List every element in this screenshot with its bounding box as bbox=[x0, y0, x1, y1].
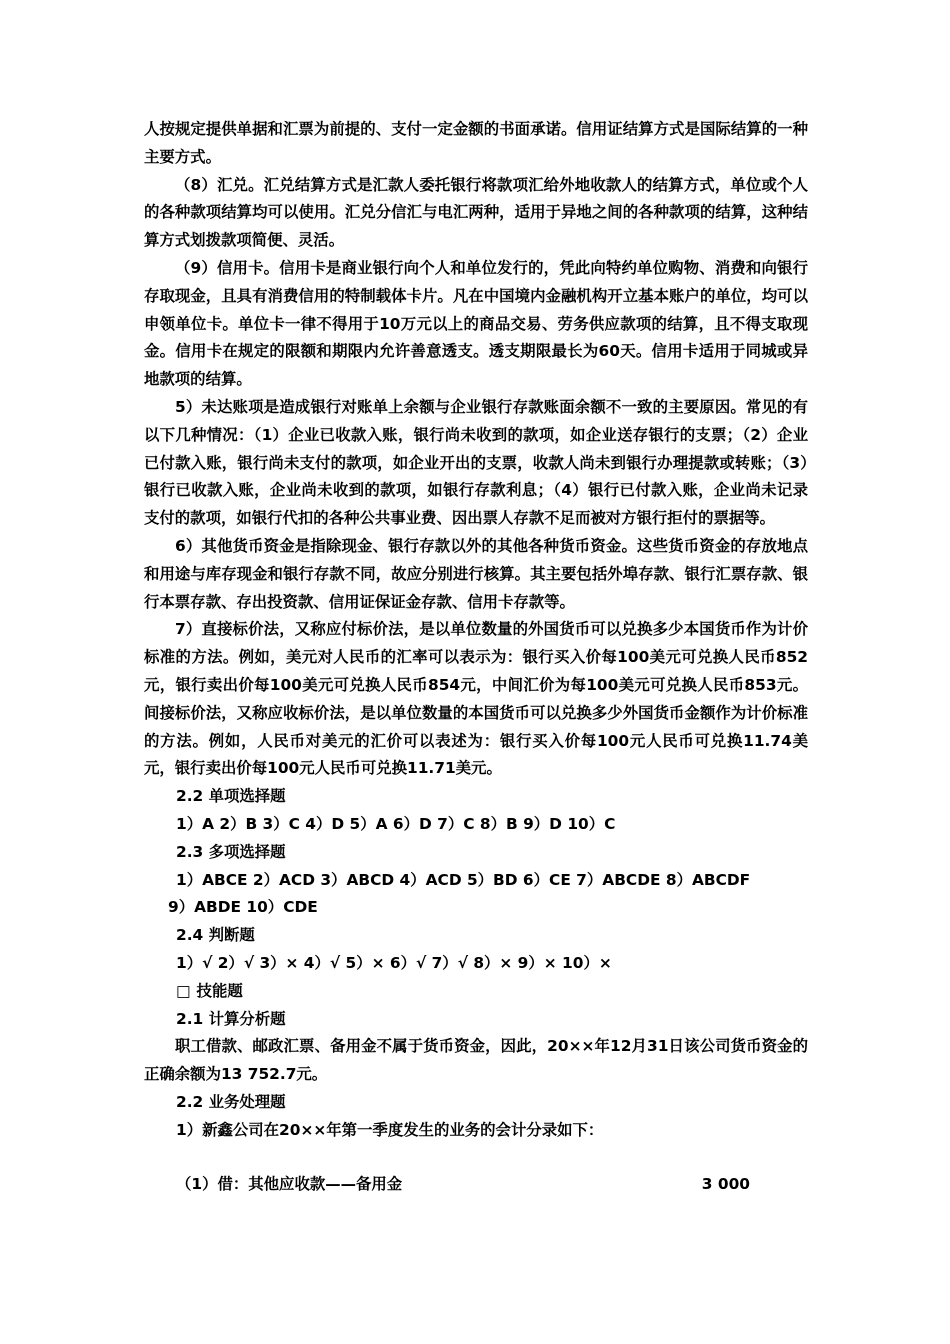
paragraph-outstanding-items: 5）未达账项是造成银行对账单上余额与企业银行存款账面余额不一致的主要原因。常见的有以下几种情况：（1）企业已收款入账，银行尚未收到的款项，如企业送存银行的支票；（2）企业已付款入账，银行尚未支付的款项，如企业开出的支票，收款人尚未到银行办理提款或转账；（3）银行已收款入账，企业尚未收到的款项，如银行存款利息；（4）银行已付款入账，企业尚未记录支付的款项，如银行代扣的各种公共事业费、因出票人存款不足而被对方银行拒付的票据等。 bbox=[144, 397, 808, 528]
section-skills-title bbox=[144, 978, 808, 1006]
business-processing-intro: 1）新鑫公司在20××年第一季度发生的业务的会计分录如下： bbox=[176, 1120, 604, 1139]
paragraph-exchange-quotation: 7）直接标价法，又称应付标价法，是以单位数量的外国货币可以兑换多少本国货币作为计价标准的方法。例如，美元对人民币的汇率可以表示为：银行买入价每100美元可兑换人民币852元，银行卖出价每100美元可兑换人民币854元，中间汇价为每100美元可兑换人民币853元。间接标价法，又称应收标价法，是以单位数量的本国货币可以兑换多少外国货币金额作为计价标准的方法。例如，人民币对美元的汇价可以表述为：银行买入价每100元人民币可兑换11.74美元，银行卖出价每100元人民币可兑换11.71美元。 bbox=[144, 620, 808, 778]
journal-entry-account: （1）借：其他应收款——备用金 bbox=[176, 1175, 403, 1194]
section-calculation-title: 2.1 计算分析题 bbox=[176, 1009, 286, 1028]
journal-entry-row bbox=[144, 1171, 750, 1199]
paragraph-credit-card: （9）信用卡。信用卡是商业银行向个人和单位发行的，凭此向特约单位购物、消费和向银行存取现金，且具有消费信用的特制载体卡片。凡在中国境内金融机构开立基本账户的单位，均可以申领单位卡。单位卡一律不得用于10万元以上的商品交易、劳务供应款项的结算，且不得支取现金。信用卡在规定的限额和期限内允许善意透支。透支期限最长为60天。信用卡适用于同城或异地款项的结算。 bbox=[144, 258, 808, 389]
paragraph-letter-of-credit-end: 人按规定提供单据和汇票为前提的、支付一定金额的书面承诺。信用证结算方式是国际结算的一种主要方式。 bbox=[144, 120, 808, 166]
journal-entry-amount: 3 000 bbox=[701, 1175, 750, 1194]
skills-title-text: 技能题 bbox=[196, 981, 243, 1000]
multiple-choice-answers-line1: 1）ABCE 2）ACD 3）ABCD 4）ACD 5）BD 6）CE 7）ABCDE 8）ABCDF bbox=[176, 870, 751, 889]
calculation-answer: 职工借款、邮政汇票、备用金不属于货币资金，因此，20××年12月31日该公司货币资金的正确余额为13 752.7元。 bbox=[144, 1037, 808, 1084]
true-false-answers: 1）√ 2）√ 3）× 4）√ 5）× 6）√ 7）√ 8）× 9）× 10）× bbox=[176, 953, 612, 972]
paragraph-other-monetary-funds: 6）其他货币资金是指除现金、银行存款以外的其他各种货币资金。这些货币资金的存放地点和用途与库存现金和银行存款不同，故应分别进行核算。其主要包括外埠存款、银行汇票存款、银行本票存款、存出投资款、信用证保证金存款、信用卡存款等。 bbox=[144, 536, 808, 611]
document-body bbox=[144, 116, 808, 1199]
section-business-processing-title: 2.2 业务处理题 bbox=[176, 1092, 286, 1111]
checkbox-bullet-icon: □ bbox=[176, 981, 191, 1000]
single-choice-answers: 1）A 2）B 3）C 4）D 5）A 6）D 7）C 8）B 9）D 10）C bbox=[176, 814, 616, 833]
section-multiple-choice-title: 2.3 多项选择题 bbox=[176, 842, 286, 861]
paragraph-remittance: （8）汇兑。汇兑结算方式是汇款人委托银行将款项汇给外地收款人的结算方式，单位或个人的各种款项结算均可以使用。汇兑分信汇与电汇两种，适用于异地之间的各种款项的结算，这种结算方式划拨款项简便、灵活。 bbox=[144, 175, 808, 250]
section-single-choice-title: 2.2 单项选择题 bbox=[176, 787, 286, 806]
multiple-choice-answers-line2: 9）ABDE 10）CDE bbox=[168, 898, 318, 917]
section-true-false-title: 2.4 判断题 bbox=[176, 926, 255, 945]
